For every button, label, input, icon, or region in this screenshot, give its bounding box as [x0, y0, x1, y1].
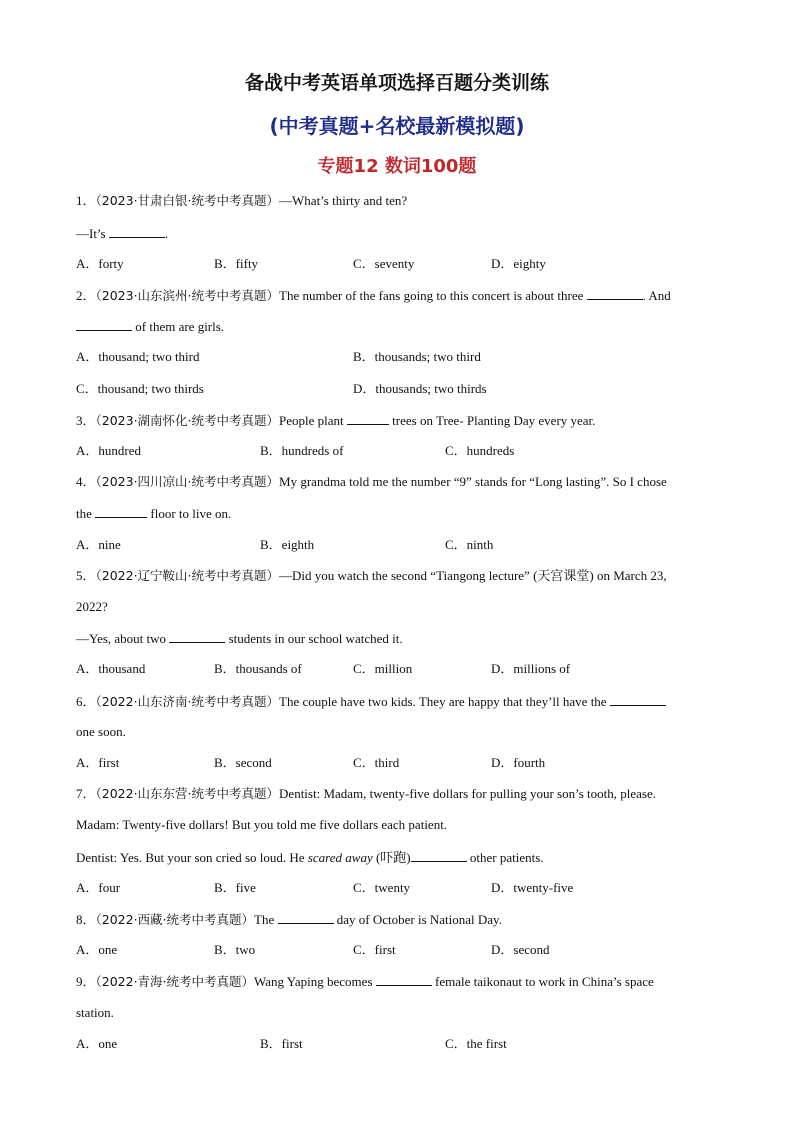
question-9-option-a: A．one — [76, 1036, 118, 1051]
question-1-option-d: D．eighty — [491, 256, 546, 271]
question-6-option-a: A．first — [76, 755, 120, 770]
question-8-line-1: 8．（2022·西藏·统考中考真题）The day of October is National Day. — [76, 912, 502, 927]
question-1-line-2: —It’s . — [76, 226, 169, 241]
question-7-line-1: 7．（2022·山东东营·统考中考真题）Dentist: Madam, twenty-five dollars for pulling your son’s tooth, please. — [76, 786, 656, 801]
question-8-option-a: A．one — [76, 942, 118, 957]
question-4-option-c: C．ninth — [445, 537, 494, 552]
question-2-line-2: of them are girls. — [76, 318, 224, 335]
question-5-line-3: —Yes, about two students in our school watched it. — [76, 631, 403, 646]
question-1-option-b: B．fifty — [214, 256, 259, 271]
question-1-option-a: A．forty — [76, 256, 124, 271]
question-6-option-d: D．fourth — [491, 755, 546, 770]
question-2-option-c: C．thousand; two thirds — [76, 381, 204, 396]
question-4-option-a: A．nine — [76, 537, 121, 552]
question-9-line-2: station. — [76, 1005, 114, 1020]
question-8-option-c: C．first — [353, 942, 396, 957]
question-7-line-2: Madam: Twenty-five dollars! But you told me five dollars each patient. — [76, 817, 448, 832]
answer-blank — [347, 412, 389, 425]
answer-blank — [76, 318, 132, 331]
question-5-line-1: 5．（2022·辽宁鞍山·统考中考真题）—Did you watch the second “Tiangong lecture” (天宫课堂) on March 23, — [76, 568, 667, 583]
question-7-option-c: C．twenty — [353, 880, 411, 895]
question-2-line-1: 2．（2023·山东滨州·统考中考真题）The number of the fans going to this concert is about three . And — [76, 288, 671, 303]
question-5-line-2: 2022? — [76, 599, 108, 614]
question-4-option-b: B．eighth — [260, 537, 315, 552]
question-4-line-2: the floor to live on. — [76, 506, 232, 521]
question-6-option-c: C．third — [353, 755, 400, 770]
question-5-option-a: A．thousand — [76, 661, 146, 676]
answer-blank — [587, 287, 643, 300]
question-1-option-c: C．seventy — [353, 256, 415, 271]
question-9-option-c: C．the first — [445, 1036, 507, 1051]
answer-blank — [169, 630, 225, 643]
question-9-option-b: B．first — [260, 1036, 303, 1051]
question-2-option-a: A．thousand; two third — [76, 349, 200, 364]
question-2-option-b: B．thousands; two third — [353, 349, 481, 364]
answer-blank — [278, 911, 334, 924]
question-7-line-3: Dentist: Yes. But your son cried so loud. He scared away (吓跑) other patients. — [76, 850, 544, 865]
question-6-line-2: one soon. — [76, 724, 126, 739]
question-3-option-b: B．hundreds of — [260, 443, 344, 458]
question-1-line-1: 1．（2023·甘肃白银·统考中考真题）—What’s thirty and ten? — [76, 193, 408, 208]
question-6-option-b: B．second — [214, 755, 272, 770]
answer-blank — [610, 693, 666, 706]
answer-blank — [109, 225, 165, 238]
question-7-option-a: A．four — [76, 880, 121, 895]
question-2-option-d: D．thousands; two thirds — [353, 381, 487, 396]
question-8-option-d: D．second — [491, 942, 550, 957]
answer-blank — [411, 849, 467, 862]
question-6-line-1: 6．（2022·山东济南·统考中考真题）The couple have two kids. They are happy that they’ll have the — [76, 693, 666, 710]
question-3-line-1: 3．（2023·湖南怀化·统考中考真题）People plant trees on Tree- Planting Day every year. — [76, 413, 596, 428]
answer-blank — [376, 973, 432, 986]
question-7-option-d: D．twenty-five — [491, 880, 574, 895]
answer-blank — [95, 505, 147, 518]
question-5-option-c: C．million — [353, 661, 413, 676]
question-8-option-b: B．two — [214, 942, 256, 957]
question-3-option-a: A．hundred — [76, 443, 141, 458]
question-3-option-c: C．hundreds — [445, 443, 515, 458]
document-title: 备战中考英语单项选择百题分类训练 — [244, 72, 549, 94]
question-5-option-d: D．millions of — [491, 661, 571, 676]
question-9-line-1: 9．（2022·青海·统考中考真题）Wang Yaping becomes female taikonaut to work in China’s space — [76, 974, 654, 989]
topic-heading: 专题12 数词100题 — [317, 156, 477, 177]
question-5-option-b: B．thousands of — [214, 661, 302, 676]
document-subtitle: (中考真题+名校最新模拟题) — [269, 114, 525, 138]
question-7-option-b: B．five — [214, 880, 256, 895]
question-4-line-1: 4．（2023·四川凉山·统考中考真题）My grandma told me the number “9” stands for “Long lasting”. So I chose — [76, 474, 667, 489]
